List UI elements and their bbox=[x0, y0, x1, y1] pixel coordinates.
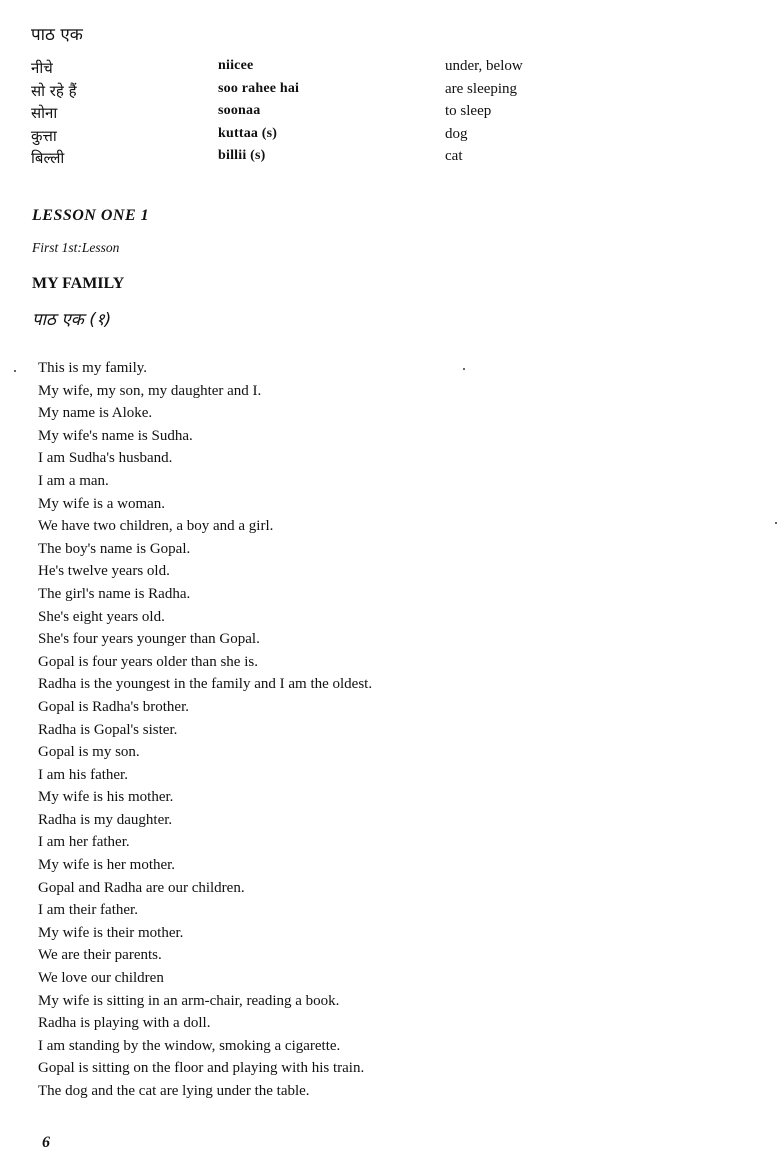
lesson-sentence: My wife's name is Sudha. bbox=[38, 427, 193, 444]
lesson-sentence: We love our children bbox=[38, 970, 164, 987]
vocab-row bbox=[31, 148, 731, 171]
vocab-transliteration: kuttaa (s) bbox=[218, 125, 278, 141]
vocab-transliteration: soo rahee hai bbox=[218, 80, 300, 96]
vocab-row bbox=[31, 126, 731, 149]
lesson-sentence: My wife is sitting in an arm-chair, reading a book. bbox=[38, 992, 340, 1009]
lesson-sentence: Gopal is sitting on the floor and playing with his train. bbox=[38, 1060, 365, 1077]
vocab-row bbox=[31, 103, 731, 126]
lesson-text bbox=[38, 357, 758, 1103]
vocab-transliteration: niicee bbox=[218, 58, 254, 73]
lesson-sentence: I am his father. bbox=[38, 766, 128, 783]
lesson-sentence: The girl's name is Radha. bbox=[38, 585, 191, 602]
lesson-sentence: Radha is my daughter. bbox=[38, 811, 173, 828]
vocab-english: cat bbox=[445, 148, 463, 164]
lesson-sentence: Radha is the youngest in the family and I am the oldest. bbox=[38, 676, 373, 693]
section-heading-hindi: पाठ एक (१) bbox=[32, 310, 112, 330]
lesson-sentence: Gopal is four years older than she is. bbox=[38, 653, 258, 670]
vocab-hindi: नीचे bbox=[31, 59, 53, 77]
scan-speck bbox=[463, 368, 465, 370]
lesson-sentence: Gopal is Radha's brother. bbox=[38, 698, 190, 715]
lesson-sentence: My wife is his mother. bbox=[38, 789, 174, 806]
scan-speck bbox=[775, 522, 777, 524]
lesson-sentence: She's eight years old. bbox=[38, 608, 165, 625]
lesson-sentence: We are their parents. bbox=[38, 947, 162, 964]
top-heading-hindi: पाठ एक bbox=[31, 25, 83, 45]
lesson-sentence: Radha is playing with a doll. bbox=[38, 1015, 211, 1032]
lesson-sentence: We have two children, a boy and a girl. bbox=[38, 518, 274, 535]
lesson-sentence: My wife, my son, my daughter and I. bbox=[38, 382, 262, 399]
lesson-sentence: I am her father. bbox=[38, 834, 130, 851]
lesson-sentence: I am a man. bbox=[38, 472, 109, 489]
lesson-sentence: Gopal is my son. bbox=[38, 744, 140, 761]
vocab-english: under, below bbox=[445, 58, 523, 74]
lesson-sentence: My name is Aloke. bbox=[38, 405, 153, 422]
lesson-sentence: The boy's name is Gopal. bbox=[38, 540, 191, 557]
section-heading: MY FAMILY bbox=[32, 275, 125, 292]
vocab-row bbox=[31, 81, 731, 104]
vocab-transliteration: soonaa bbox=[218, 103, 261, 118]
lesson-sentence: I am standing by the window, smoking a cigarette. bbox=[38, 1037, 341, 1054]
vocab-english: are sleeping bbox=[445, 80, 518, 97]
page-number: 6 bbox=[42, 1134, 50, 1151]
vocab-hindi: सोना bbox=[31, 104, 58, 122]
vocab-english: dog bbox=[445, 125, 468, 142]
vocab-english: to sleep bbox=[445, 103, 492, 119]
lesson-sentence: She's four years younger than Gopal. bbox=[38, 631, 260, 648]
lesson-sentence: I am their father. bbox=[38, 902, 138, 919]
lesson-sentence: Radha is Gopal's sister. bbox=[38, 721, 178, 738]
lesson-subtitle: First 1st:Lesson bbox=[32, 240, 120, 255]
vocab-hindi: कुत्ता bbox=[31, 126, 57, 145]
vocabulary-list bbox=[31, 58, 731, 171]
scan-speck bbox=[14, 370, 16, 372]
lesson-sentence: I am Sudha's husband. bbox=[38, 450, 173, 467]
lesson-sentence: This is my family. bbox=[38, 360, 148, 376]
lesson-sentence: Gopal and Radha are our children. bbox=[38, 879, 245, 896]
lesson-sentence: He's twelve years old. bbox=[38, 563, 170, 580]
lesson-sentence: The dog and the cat are lying under the table. bbox=[38, 1083, 310, 1099]
vocab-hindi: सो रहे हैं bbox=[31, 81, 77, 100]
lesson-title: LESSON ONE 1 bbox=[32, 207, 150, 224]
vocab-row bbox=[31, 58, 731, 81]
lesson-sentence: My wife is their mother. bbox=[38, 924, 184, 941]
vocab-transliteration: billii (s) bbox=[218, 148, 266, 163]
lesson-sentence: My wife is a woman. bbox=[38, 495, 166, 512]
vocab-hindi: बिल्ली bbox=[31, 149, 65, 167]
lesson-sentence: My wife is her mother. bbox=[38, 857, 176, 874]
